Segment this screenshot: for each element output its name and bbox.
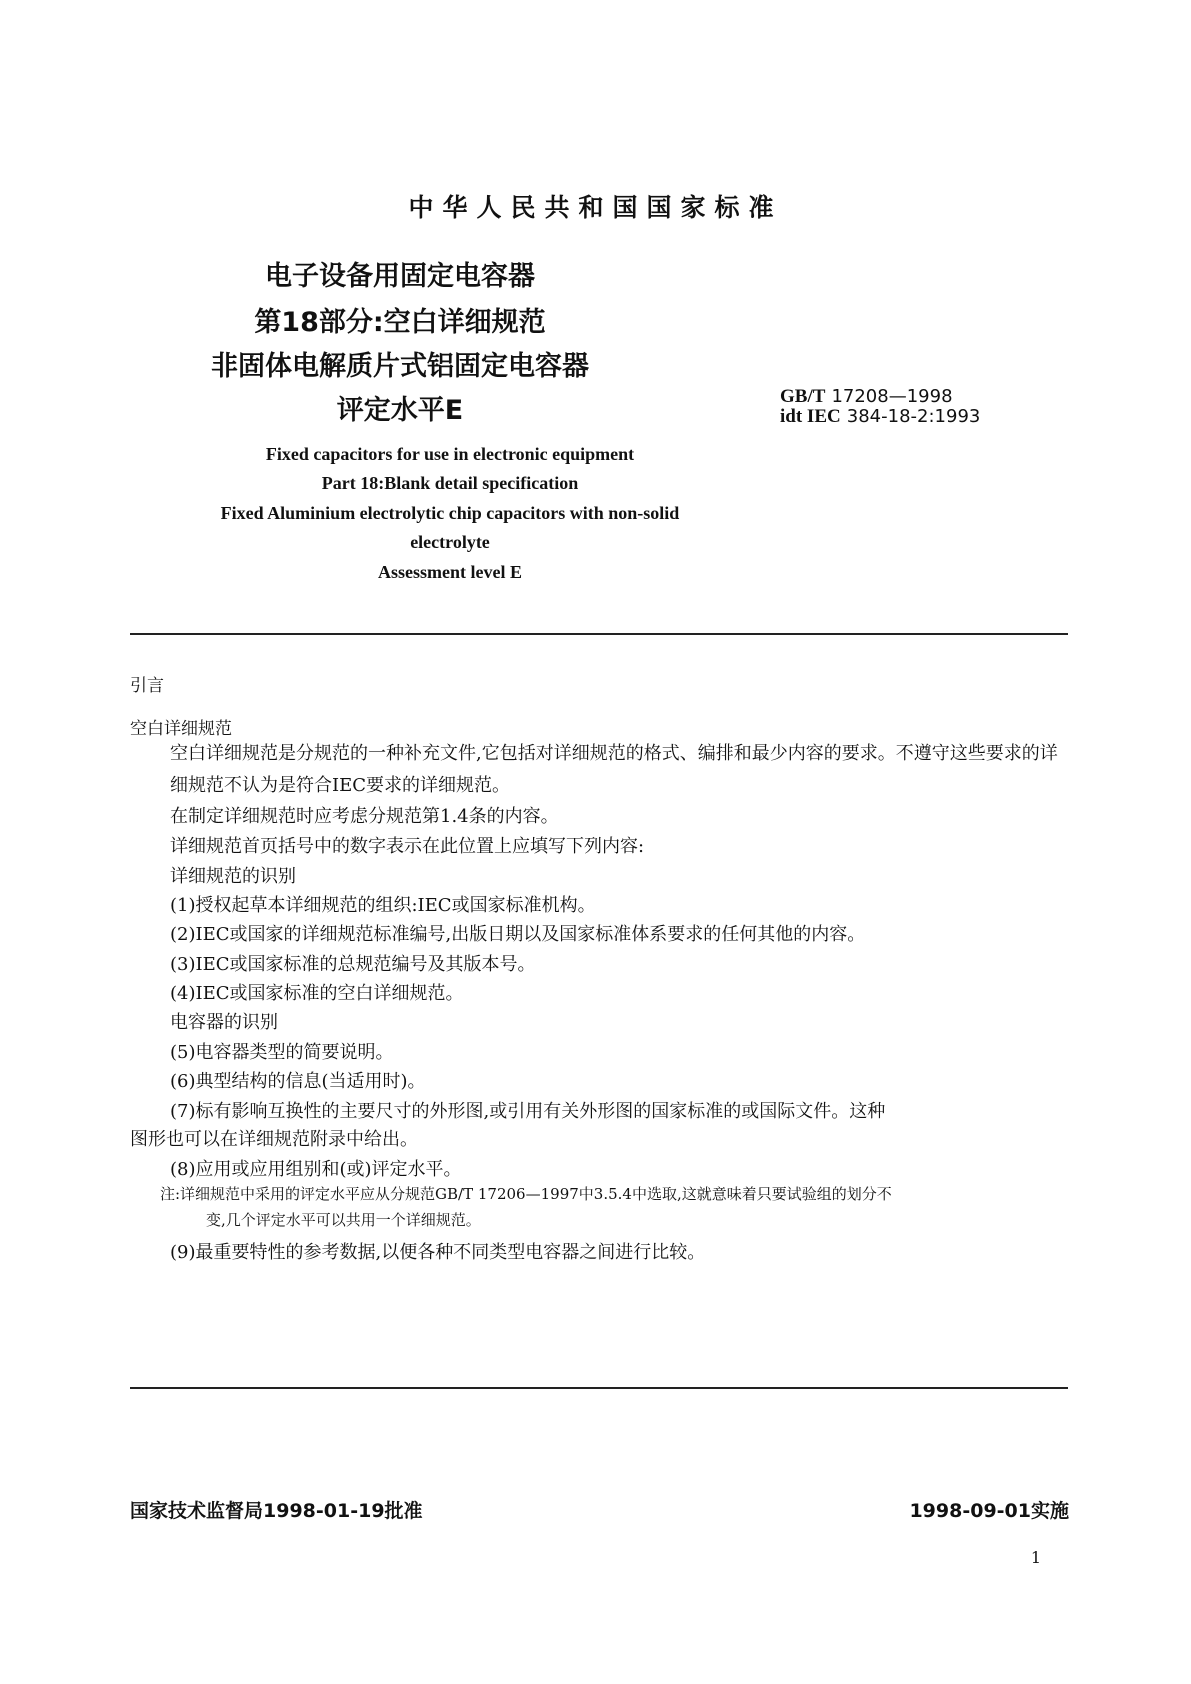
cn-title-line-1: 电子设备用固定电容器 [265,261,535,292]
list-line: 在制定详细规范时应考虑分规范第1.4条的内容。 [170,806,559,827]
list-line: (1)授权起草本详细规范的组织:IEC或国家标准机构。 [170,895,596,916]
note [160,1181,1060,1233]
en-title-line-5: Assessment level E [378,562,522,582]
effective-date: 1998-09-01实施 [909,1500,1069,1522]
code-number: 17208—1998 [831,386,953,407]
en-title-line-3: Fixed Aluminium electrolytic chip capacitors with non-solid [220,503,680,523]
intro-paragraph-text: 空白详细规范是分规范的一种补充文件,它包括对详细规范的格式、编排和最少内容的要求。不遵守这些要求的详细规范不认为是符合IEC要求的详细规范。 [170,743,1058,796]
item7-line-1: (7)标有影响互换性的主要尺寸的外形图,或引用有关外形图的国家标准的或国际文件。这种 [170,1101,886,1122]
page-number: 1 [1030,1548,1041,1567]
bottom-divider [130,1387,1068,1389]
national-standard-heading: 中华人民共和国国家标准 [408,193,783,222]
cn-title-line-4: 评定水平E [336,395,464,426]
idt-prefix: idt IEC [780,406,841,427]
note-line-1: 注:详细规范中采用的评定水平应从分规范GB/T 17206—1997中3.5.4中选取,这就意味着只要试验组的划分不 [160,1185,892,1203]
item8-line: (8)应用或应用组别和(或)评定水平。 [170,1159,462,1180]
list-line: (3)IEC或国家标准的总规范编号及其版本号。 [170,954,536,975]
top-divider [130,633,1068,635]
note-line-2: 变,几个评定水平可以共用一个详细规范。 [206,1211,481,1229]
code-prefix: GB/T [780,386,826,407]
idt-code [780,405,980,428]
approval-date: 国家技术监督局1998-01-19批准 [130,1500,423,1522]
cn-title-line-2: 第18部分:空白详细规范 [254,307,546,338]
section-intro-heading: 引言 [130,676,164,696]
list-line: (6)典型结构的信息(当适用时)。 [170,1071,426,1092]
list-line: (2)IEC或国家的详细规范标准编号,出版日期以及国家标准体系要求的任何其他的内容。 [170,924,866,945]
item9-line: (9)最重要特性的参考数据,以便各种不同类型电容器之间进行比较。 [170,1242,706,1263]
cn-title-line-3: 非固体电解质片式铝固定电容器 [211,351,589,382]
list-line: (4)IEC或国家标准的空白详细规范。 [170,983,464,1004]
idt-number: 384-18-2:1993 [846,406,981,427]
list-line: 详细规范的识别 [170,866,296,887]
section-blank-heading: 空白详细规范 [130,719,232,739]
intro-paragraph [130,738,1070,802]
list-line: (5)电容器类型的简要说明。 [170,1042,394,1063]
en-title-line-2: Part 18:Blank detail specification [321,473,579,493]
list-line: 电容器的识别 [170,1012,278,1033]
en-title-line-4: electrolyte [410,532,490,552]
item7-line-2: 图形也可以在详细规范附录中给出。 [130,1129,418,1150]
en-title-line-1: Fixed capacitors for use in electronic equipment [265,444,635,464]
list-line: 详细规范首页括号中的数字表示在此位置上应填写下列内容: [170,836,645,857]
